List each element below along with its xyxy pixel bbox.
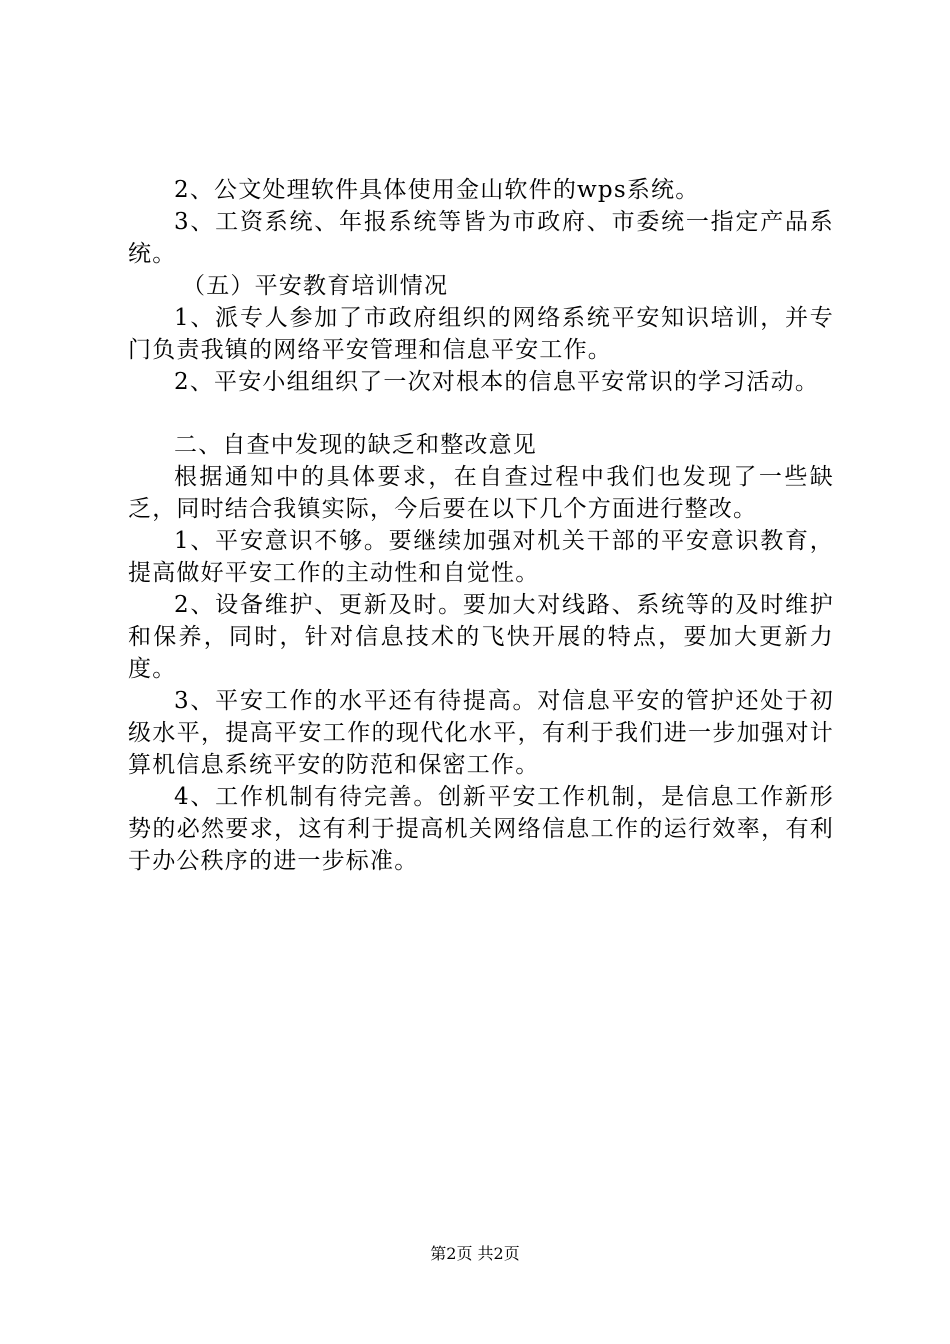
paragraph-item-4: 4、工作机制有待完善。创新平安工作机制，是信息工作新形势的必然要求，这有利于提高机关网络信息工作的运行效率，有利于办公秩序的进一步标准。 — [128, 784, 834, 874]
paragraph-wps-system: 2、公文处理软件具体使用金山软件的wps系统。 — [174, 177, 700, 203]
paragraph-item-1: 1、平安意识不够。要继续加强对机关干部的平安意识教育，提高做好平安工作的主动性和自觉性。 — [128, 528, 834, 586]
section-heading-training: （五）平安教育培训情况 — [182, 273, 449, 299]
paragraph-notice-requirements: 根据通知中的具体要求，在自查过程中我们也发现了一些缺乏，同时结合我镇实际，今后要在以下几个方面进行整改。 — [128, 464, 834, 522]
section-heading-rectification: 二、自查中发现的缺乏和整改意见 — [174, 432, 537, 458]
paragraph-training-2: 2、平安小组组织了一次对根本的信息平安常识的学习活动。 — [174, 369, 820, 395]
document-page — [128, 174, 834, 877]
paragraph-training-1: 1、派专人参加了市政府组织的网络系统平安知识培训，并专门负责我镇的网络平安管理和信息平安工作。 — [128, 305, 834, 363]
paragraph-gap — [128, 398, 834, 429]
page-number-footer: 第2页 共2页 — [430, 1244, 520, 1263]
paragraph-item-2: 2、设备维护、更新及时。要加大对线路、系统等的及时维护和保养，同时，针对信息技术的飞快开展的特点，要加大更新力度。 — [128, 592, 834, 682]
paragraph-item-3: 3、平安工作的水平还有待提高。对信息平安的管护还处于初级水平，提高平安工作的现代化水平，有利于我们进一步加强对计算机信息系统平安的防范和保密工作。 — [128, 688, 834, 778]
paragraph-payroll-system: 3、工资系统、年报系统等皆为市政府、市委统一指定产品系统。 — [128, 209, 834, 267]
